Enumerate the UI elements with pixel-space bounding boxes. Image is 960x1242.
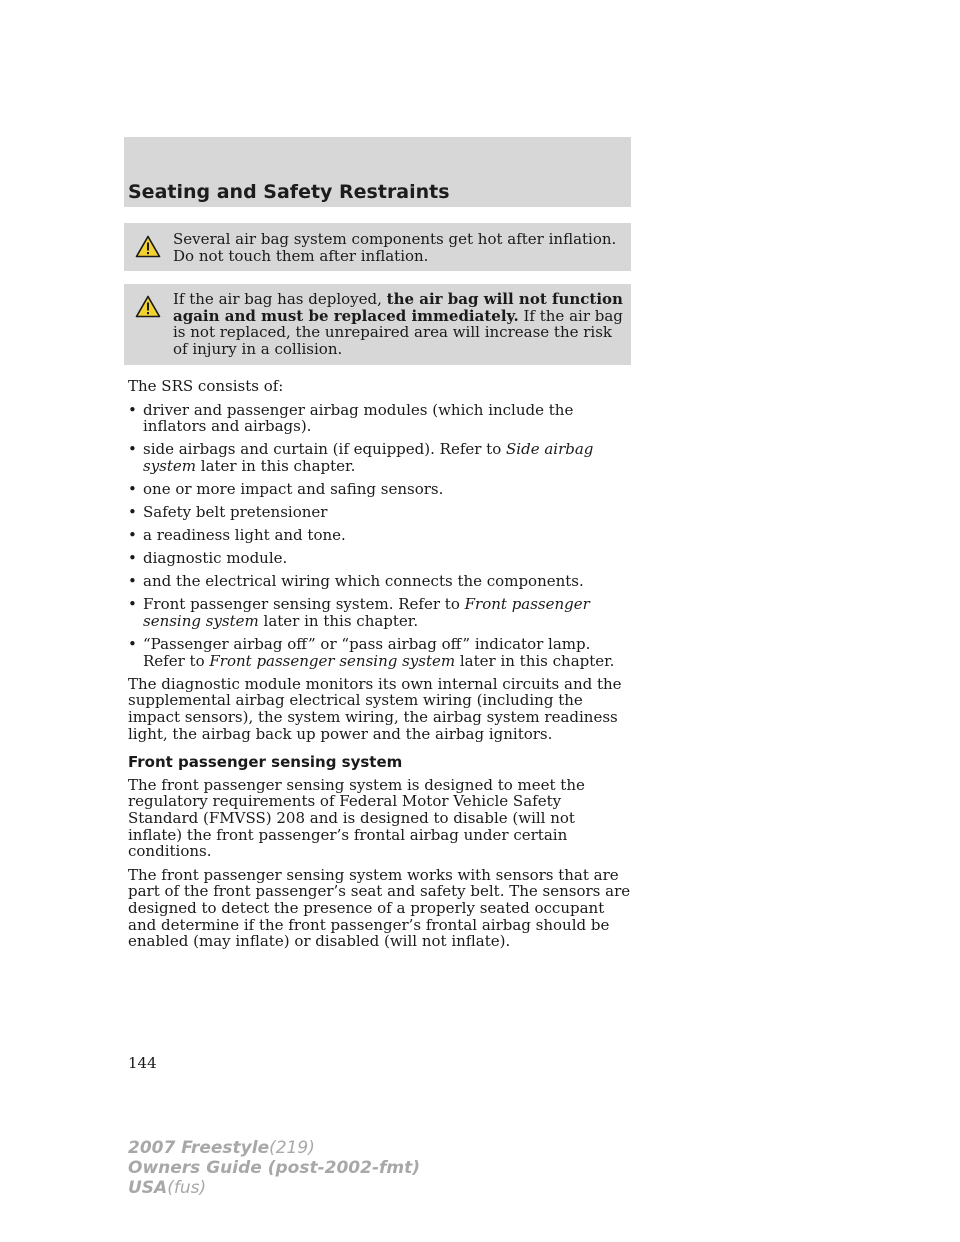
page-number: 144 (128, 1054, 157, 1072)
list-item: • a readiness light and tone. (128, 526, 346, 545)
warning-text: Several air bag system components get hot after inflation. Do not touch them after inflation. (173, 230, 617, 265)
bullet-icon: • (128, 549, 137, 568)
warning-text-pre: If the air bag has deployed, (173, 290, 387, 308)
bullet-icon: • (128, 526, 137, 545)
cross-reference: Front passenger sensing system (209, 651, 456, 670)
list-item: • diagnostic module. (128, 549, 288, 568)
cross-reference: Front passenger sensing system (143, 595, 590, 631)
warning-text-post: If the air bag is not replaced, the unrepaired area will increase the risk of injury in a collision. (173, 306, 623, 358)
section-heading: Front passenger sensing system (128, 753, 403, 772)
main-content (128, 378, 633, 957)
cross-reference: Side airbag system (143, 440, 594, 475)
bullet-icon: • (128, 635, 137, 654)
warning-triangle-icon (135, 295, 161, 318)
section-paragraph-1: The front passenger sensing system is designed to meet the regulatory requirements of Federal Motor Vehicle Safety Standard (FMVSS) 208 and is designed to disable (will not inflate) the front passenger’s frontal airbag under certain conditions. (128, 775, 585, 861)
srs-components-list (128, 402, 633, 670)
bullet-icon: • (128, 572, 137, 591)
bullet-icon: • (128, 503, 137, 522)
srs-intro: The SRS consists of: (128, 377, 284, 395)
warning-text-bold: the air bag will not function again and must be replaced immediately. (173, 290, 623, 325)
bullet-icon: • (128, 440, 137, 459)
list-item: • and the electrical wiring which connects the components. (128, 572, 584, 591)
bullet-icon: • (128, 479, 137, 498)
section-paragraph-2: The front passenger sensing system works with sensors that are part of the front passenger’s seat and safety belt. The sensors are designed to detect the presence of a properly seated occupant and determine if the front passenger’s frontal airbag should be enabled (may inflate) or disabled (will not inflate). (128, 865, 631, 951)
page-title: Seating and Safety Restraints (128, 181, 450, 203)
list-item: • Safety belt pretensioner (128, 503, 328, 522)
list-item: • driver and passenger airbag modules (which include the inflators and airbags). (128, 400, 574, 436)
list-item: • one or more impact and safing sensors. (128, 479, 444, 498)
list-item: • Front passenger sensing system. Refer to Front passenger sensing system later in this chapter. (128, 595, 590, 631)
list-item: • side airbags and curtain (if equipped). Refer to Side airbag system later in this chapter. (128, 440, 594, 475)
document-footer: 2007 Freestyle(219) Owners Guide (post-2002-fmt) USA(fus) (128, 1138, 421, 1198)
warning-triangle-icon (135, 235, 161, 258)
warning-box-hot-components (124, 223, 631, 271)
diagnostic-paragraph: The diagnostic module monitors its own internal circuits and the supplemental airbag electrical system wiring (including the impact sensors), the system wiring, the airbag system readiness light, the airbag back up power and the airbag ignitors. (128, 674, 622, 743)
warning-box-deployed (124, 284, 631, 365)
list-item: • “Passenger airbag off” or “pass airbag off” indicator lamp. Refer to Front passenger sensing system later in this chapter. (128, 635, 615, 670)
bullet-icon: • (128, 400, 137, 419)
bullet-icon: • (128, 595, 137, 614)
